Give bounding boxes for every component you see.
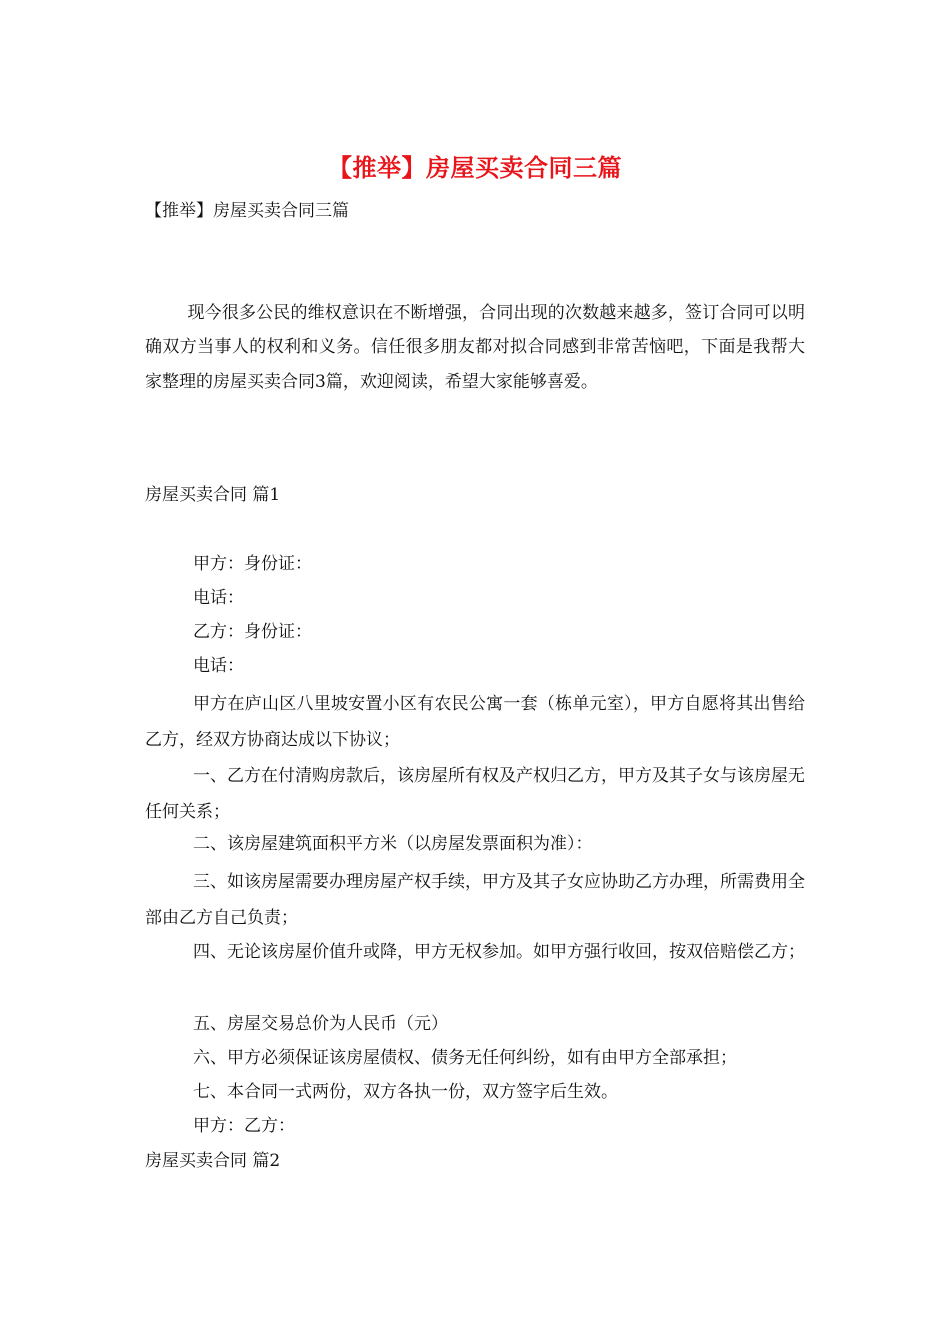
party-a-phone-line: 电话： — [193, 588, 244, 608]
section-1-heading: 房屋买卖合同 篇1 — [145, 485, 281, 505]
intro-paragraph: 现今很多公民的维权意识在不断增强，合同出现的次数越来越多，签订合同可以明确双方当事人的权利和义务。信任很多朋友都对拟合同感到非常苦恼吧，下面是我帮大家整理的房屋买卖合同3篇，欢迎阅读，希望大家能够喜爱。 — [145, 303, 805, 392]
clause-1: 一、乙方在付清购房款后，该房屋所有权及产权归乙方，甲方及其子女与该房屋无任何关系； — [145, 766, 805, 822]
party-b-line: 乙方：身份证： — [193, 622, 312, 642]
clause-7: 七、本合同一式两份，双方各执一份，双方签字后生效。 — [193, 1082, 618, 1102]
document-subtitle: 【推举】房屋买卖合同三篇 — [145, 201, 349, 221]
signature-line: 甲方：乙方： — [193, 1116, 295, 1136]
clause-intro: 甲方在庐山区八里坡安置小区有农民公寓一套（栋单元室），甲方自愿将其出售给乙方，经双方协商达成以下协议； — [145, 694, 805, 750]
clause-5: 五、房屋交易总价为人民币（元） — [193, 1014, 448, 1034]
clause-6: 六、甲方必须保证该房屋债权、债务无任何纠纷，如有由甲方全部承担； — [193, 1048, 737, 1068]
clause-2: 二、该房屋建筑面积平方米（以房屋发票面积为准）： — [193, 834, 593, 854]
clause-4: 四、无论该房屋价值升或降，甲方无权参加。如甲方强行收回，按双倍赔偿乙方； — [193, 942, 805, 962]
clause-3: 三、如该房屋需要办理房屋产权手续，甲方及其子女应协助乙方办理，所需费用全部由乙方自己负责； — [145, 872, 805, 928]
party-b-phone-line: 电话： — [193, 656, 244, 676]
party-a-line: 甲方：身份证： — [193, 554, 312, 574]
document-title: 【推举】房屋买卖合同三篇 — [328, 153, 622, 182]
section-2-heading: 房屋买卖合同 篇2 — [145, 1151, 281, 1171]
